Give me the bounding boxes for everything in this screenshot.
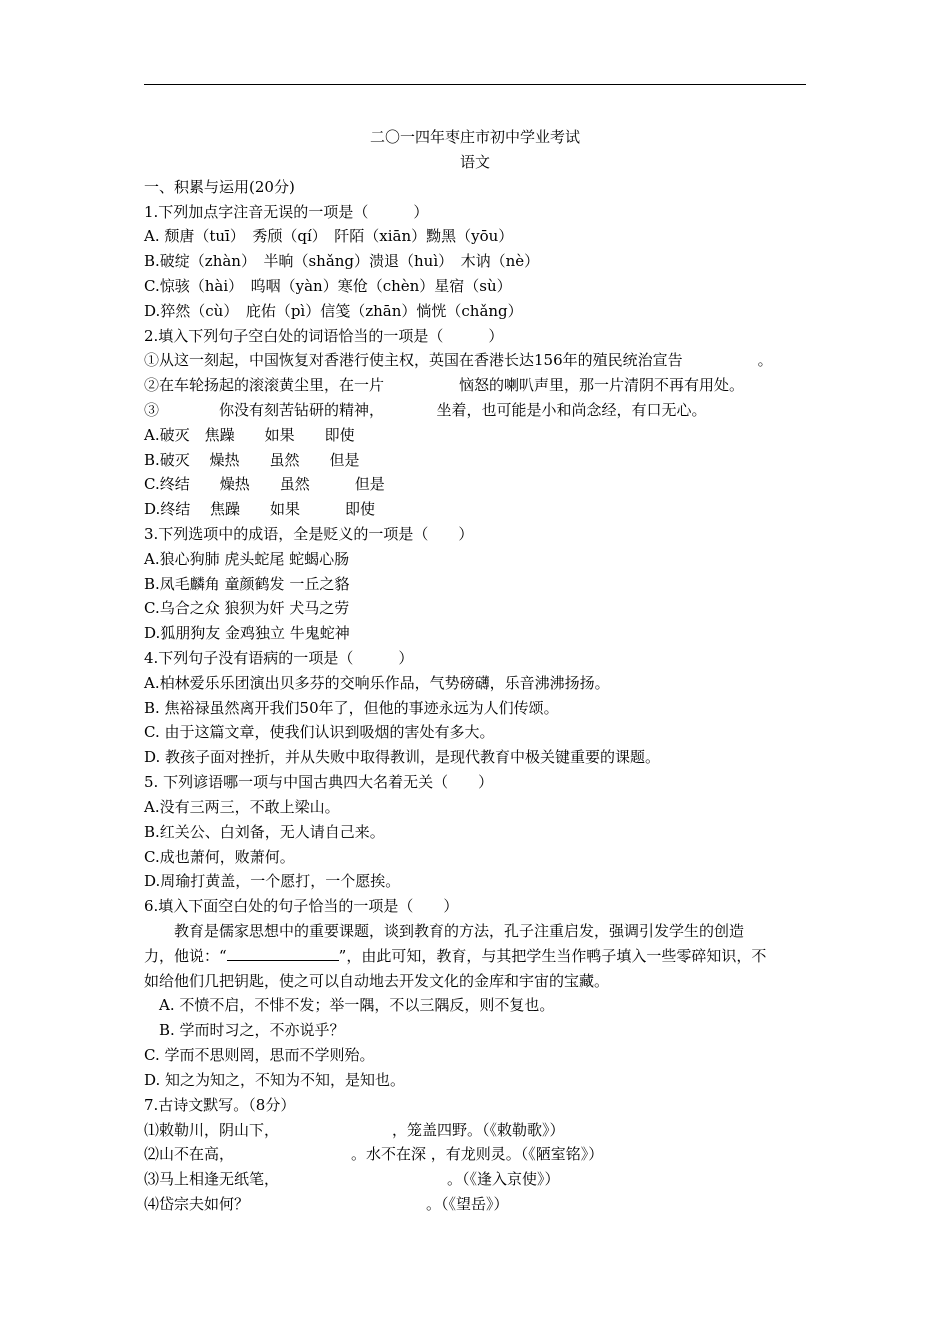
q2-option-c: C.终结 燥热 虽然 但是 <box>144 475 385 493</box>
q6-passage-line-2-start: 力，他说：“ <box>144 947 227 965</box>
header-rule <box>144 84 806 85</box>
q6-passage-line-1: 教育是儒家思想中的重要课题，谈到教育的方法，孔子注重启发，强调引发学生的创造 <box>144 922 745 940</box>
q1-option-b: B.破绽（zhàn） 半晌（shǎng）溃退（huì） 木讷（nè） <box>144 252 540 270</box>
q6-passage-line-2 <box>144 946 766 966</box>
q3-option-c: C.乌合之众 狼狈为奸 犬马之劳 <box>144 599 350 617</box>
q7-line-4 <box>144 1194 509 1214</box>
q2-stem: 2.填入下列句子空白处的词语恰当的一项是（ ） <box>144 327 504 345</box>
q6-answer-blank[interactable] <box>227 946 339 961</box>
q1-option-a: A. 颓唐（tuī） 秀颀（qí） 阡陌（xiān）黝黑（yōu） <box>144 227 514 245</box>
q1-option-c: C.惊骇（hài） 呜咽（yàn）寒伧（chèn）星宿（sù） <box>144 277 512 295</box>
q7-stem: 7.古诗文默写。（8分） <box>144 1096 296 1114</box>
q7-line-3 <box>144 1169 560 1189</box>
q7-line-4-end: 。（《望岳》） <box>426 1195 509 1213</box>
q6-option-d: D. 知之为知之，不知为不知，是知也。 <box>144 1071 406 1089</box>
q3-option-d: D.狐朋狗友 金鸡独立 牛鬼蛇神 <box>144 624 350 642</box>
q6-option-a: A. 不愤不启，不悱不发；举一隅，不以三隅反，则不复也。 <box>144 996 555 1014</box>
q6-passage-line-3: 如给他们几把钥匙，使之可以自动地去开发文化的金库和宇宙的宝藏。 <box>144 972 610 990</box>
section-heading: 一、积累与运用(20分) <box>144 178 295 196</box>
q4-option-c: C. 由于这篇文章，使我们认识到吸烟的害处有多大。 <box>144 723 495 741</box>
q6-option-b: B. 学而时习之，不亦说乎？ <box>144 1021 345 1039</box>
q7-line-1-end: ，笼盖四野。（《敕勒歌》） <box>392 1121 565 1139</box>
q2-sentence-2: ②在车轮扬起的滚滚黄尘里，在一片 恼怒的喇叭声里，那一片清阴不再有用处。 <box>144 376 745 394</box>
q7-line-2-start: ⑵山不在高， <box>144 1145 235 1163</box>
q3-option-b: B.凤毛麟角 童颜鹤发 一丘之貉 <box>144 575 350 593</box>
q1-option-d: D.猝然（cù） 庇佑（pì）信笺（zhān）惝恍（chǎng） <box>144 302 523 320</box>
q1-stem: 1.下列加点字注音无误的一项是（ ） <box>144 203 429 221</box>
q6-option-c: C. 学而不思则罔，思而不学则殆。 <box>144 1046 375 1064</box>
exam-subject: 语文 <box>459 153 490 171</box>
q5-option-d: D.周瑜打黄盖，一个愿打，一个愿挨。 <box>144 872 401 890</box>
q2-option-a: A.破灭 焦躁 如果 即使 <box>144 426 355 444</box>
q7-line-2-end: 。水不在深 ，有龙则灵。（《陋室铭》） <box>351 1145 604 1163</box>
q2-sentence-3: ③ 你没有刻苦钻研的精神， 坐着，也可能是小和尚念经，有口无心。 <box>144 401 707 419</box>
q4-stem: 4.下列句子没有语病的一项是（ ） <box>144 649 414 667</box>
q7-line-4-start: ⑷岱宗夫如何？ <box>144 1195 250 1213</box>
q2-option-b: B.破灭 燥热 虽然 但是 <box>144 451 360 469</box>
q6-stem: 6.填入下面空白处的句子恰当的一项是（ ） <box>144 897 459 915</box>
q7-line-3-start: ⑶马上相逢无纸笔， <box>144 1170 280 1188</box>
q6-passage-line-2-end: ”，由此可知，教育，与其把学生当作鸭子填入一些零碎知识，不 <box>338 947 767 965</box>
q2-sentence-1: ①从这一刻起，中国恢复对香港行使主权，英国在香港长达156年的殖民统治宣告 。 <box>144 351 773 369</box>
q4-option-d: D. 教孩子面对挫折，并从失败中取得教训，是现代教育中极关键重要的课题。 <box>144 748 661 766</box>
exam-title: 二〇一四年枣庄市初中学业考试 <box>369 128 580 146</box>
q2-option-d: D.终结 焦躁 如果 即使 <box>144 500 376 518</box>
q5-option-a: A.没有三两三，不敢上梁山。 <box>144 798 340 816</box>
q7-line-1-start: ⑴敕勒川，阴山下， <box>144 1121 280 1139</box>
q5-stem: 5. 下列谚语哪一项与中国古典四大名着无关（ ） <box>144 773 494 791</box>
q7-line-1 <box>144 1120 565 1140</box>
q7-line-2 <box>144 1144 603 1164</box>
q4-option-a: A.柏林爱乐乐团演出贝多芬的交响乐作品，气势磅礴，乐音沸沸扬扬。 <box>144 674 610 692</box>
q5-option-b: B.红关公、白刘备，无人请自己来。 <box>144 823 385 841</box>
q3-option-a: A.狼心狗肺 虎头蛇尾 蛇蝎心肠 <box>144 550 350 568</box>
q7-line-3-end: 。（《逢入京使》） <box>447 1170 560 1188</box>
q3-stem: 3.下列选项中的成语，全是贬义的一项是（ ） <box>144 525 474 543</box>
q4-option-b: B. 焦裕禄虽然离开我们50年了，但他的事迹永远为人们传颂。 <box>144 699 559 717</box>
q5-option-c: C.成也萧何，败萧何。 <box>144 848 295 866</box>
